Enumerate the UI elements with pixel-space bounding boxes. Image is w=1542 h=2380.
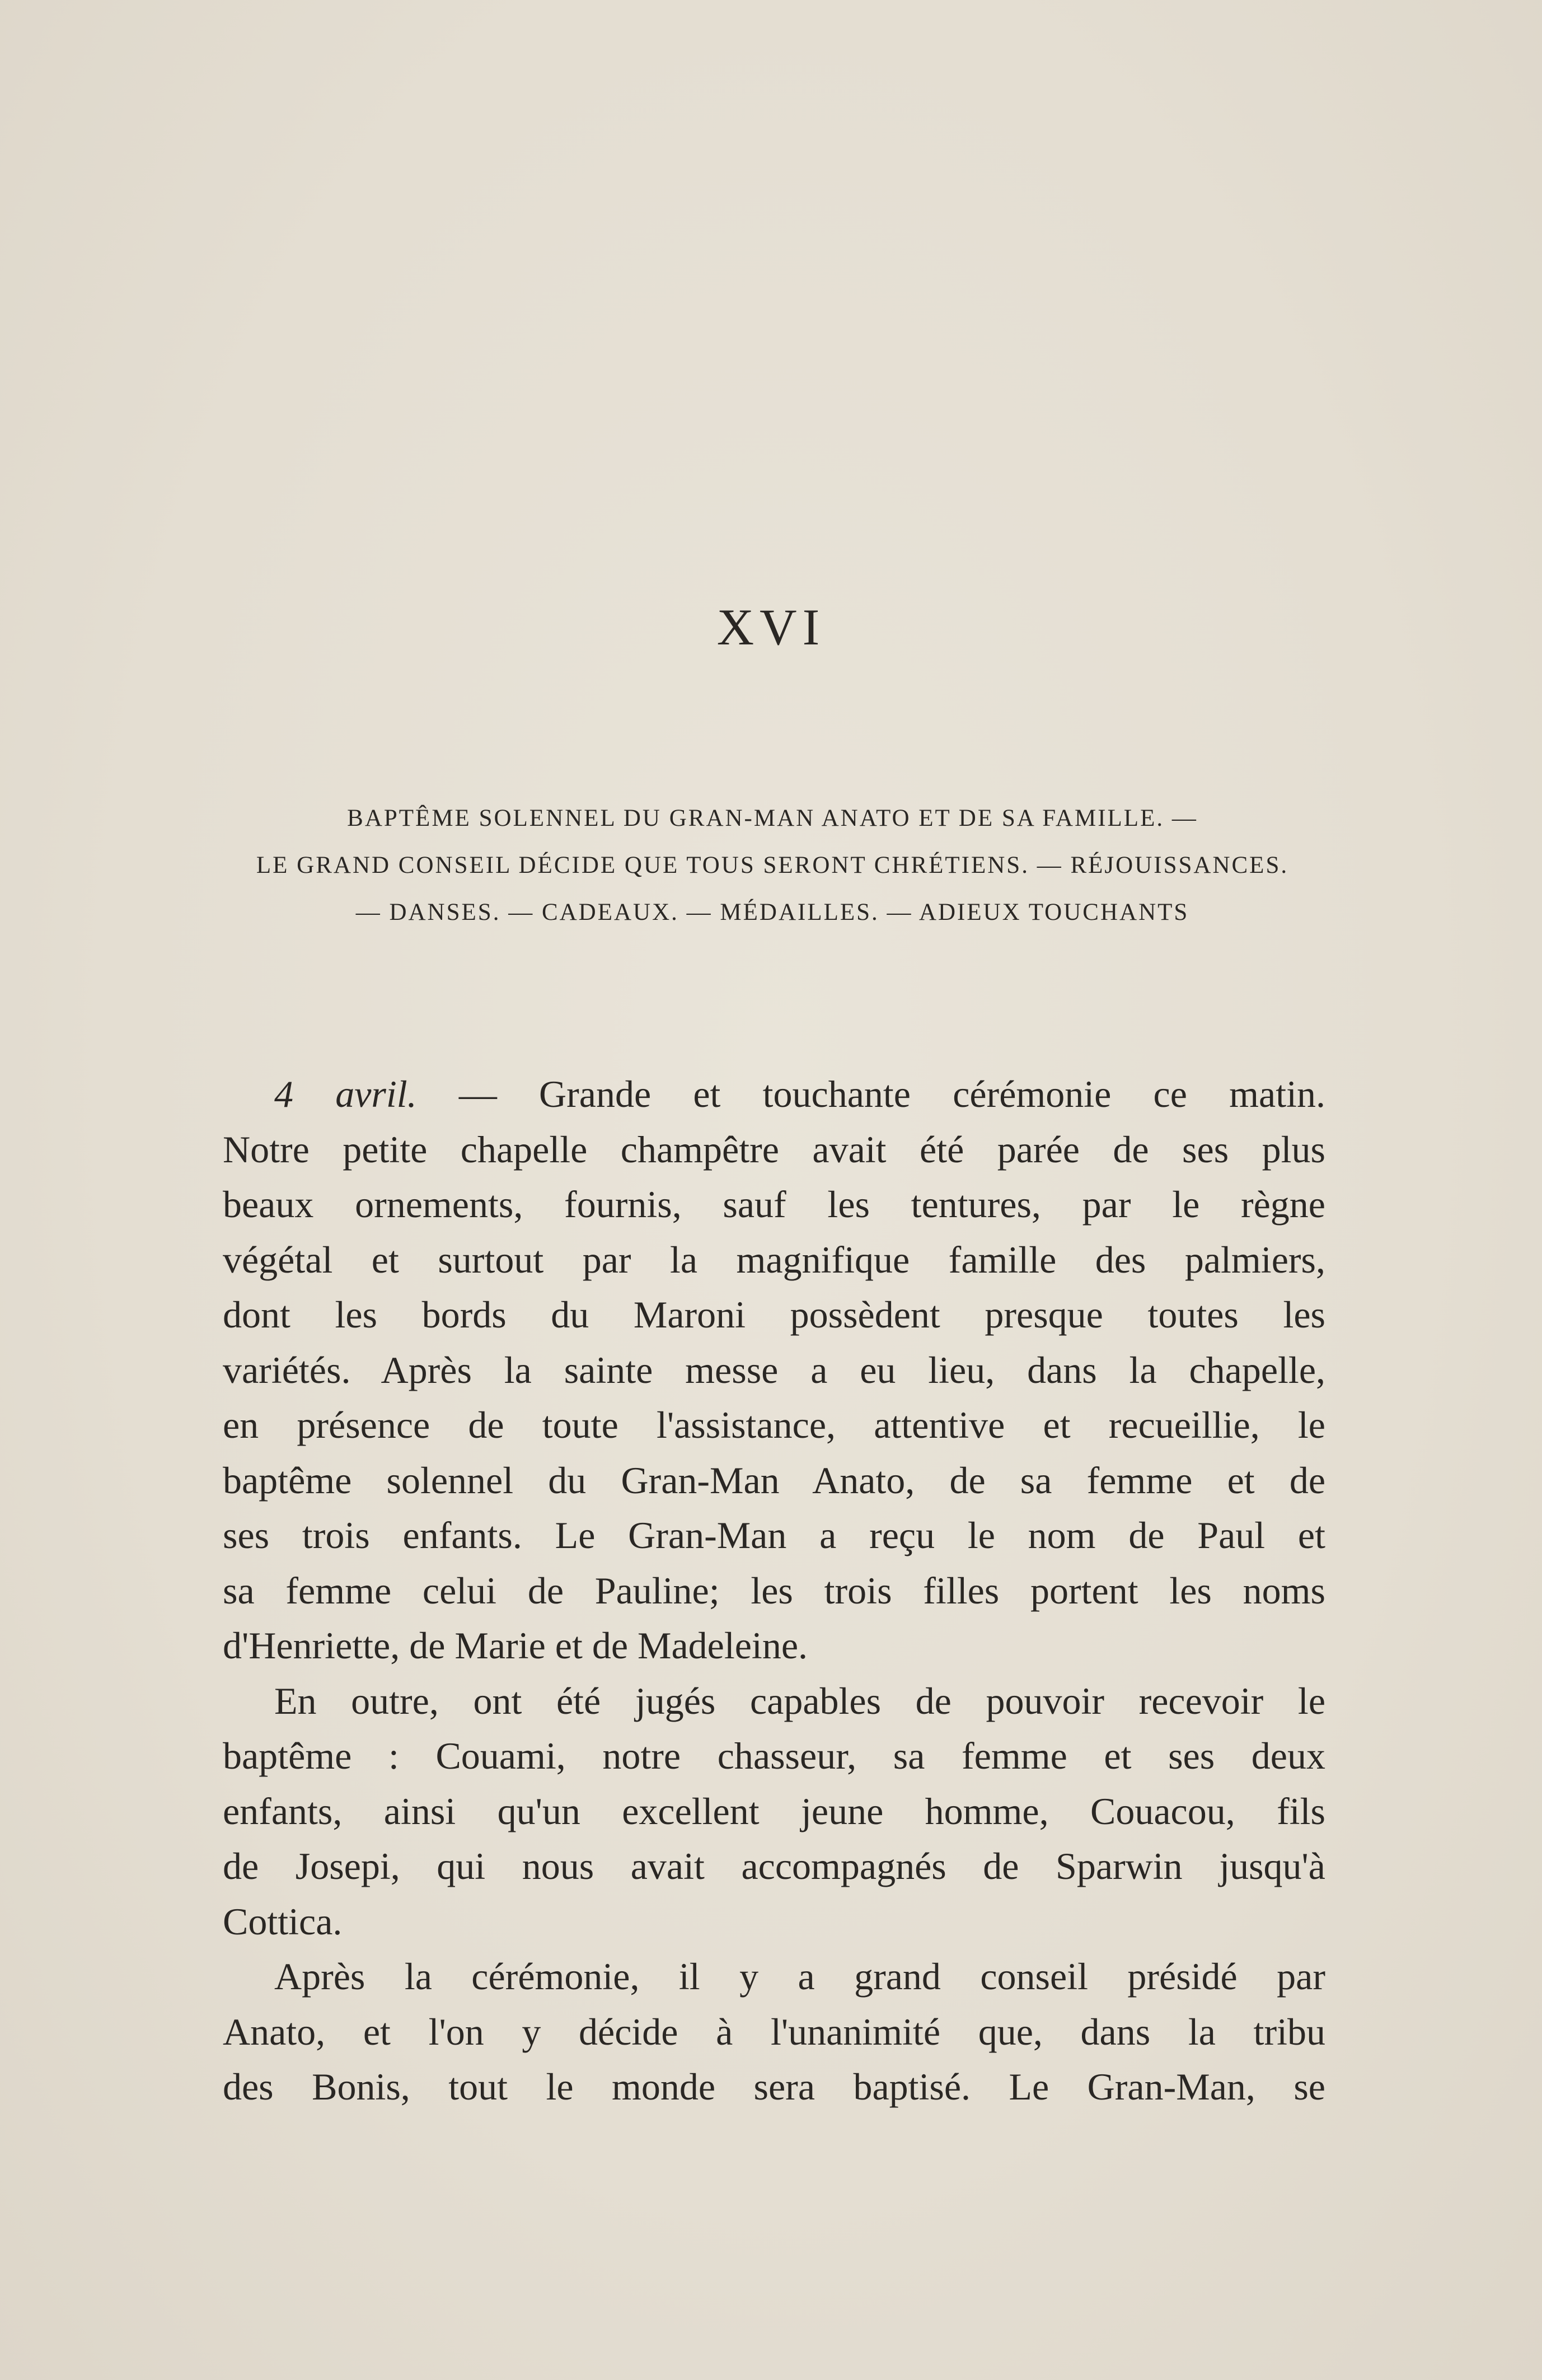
text-line: Cottica. xyxy=(223,1900,343,1943)
text-line: des Bonis, tout le monde sera baptisé. Le Gran-Man, se xyxy=(223,2065,1325,2108)
chapter-number: XVI xyxy=(716,598,826,656)
text-line: d'Henriette, de Marie et de Madeleine. xyxy=(223,1624,808,1667)
text-line: baptême : Couami, notre chasseur, sa femme et ses deux xyxy=(223,1734,1325,1777)
text-line: végétal et surtout par la magnifique famille des palmiers, xyxy=(223,1238,1325,1281)
text-line: beaux ornements, fournis, sauf les tentures, par le règne xyxy=(223,1183,1325,1226)
text-line: En outre, ont été jugés capables de pouvoir recevoir le xyxy=(274,1679,1325,1722)
first-line xyxy=(223,1067,1325,1122)
text-line: dont les bords du Maroni possèdent presque toutes les xyxy=(223,1293,1325,1336)
text-line: baptême solennel du Gran-Man Anato, de sa femme et de xyxy=(223,1458,1325,1502)
text-line: en présence de toute l'assistance, attentive et recueillie, le xyxy=(223,1404,1325,1446)
text-line: sa femme celui de Pauline; les trois filles portent les noms xyxy=(223,1569,1325,1612)
body-text xyxy=(223,1067,1325,2115)
text-line: Notre petite chapelle champêtre avait été parée de ses plus xyxy=(223,1128,1325,1171)
summary-line: LE GRAND CONSEIL DÉCIDE QUE TOUS SERONT CHRÉTIENS. — RÉJOUISSANCES. xyxy=(256,852,1289,878)
summary-line: — DANSES. — CADEAUX. — MÉDAILLES. — ADIEUX TOUCHANTS xyxy=(355,899,1189,925)
entry-date: 4 avril. xyxy=(274,1073,417,1115)
text-line: Après la cérémonie, il y a grand conseil présidé par xyxy=(274,1955,1325,1998)
text-line: enfants, ainsi qu'un excellent jeune homme, Couacou, fils xyxy=(223,1789,1325,1832)
text-line: variétés. Après la sainte messe a eu lieu, dans la chapelle, xyxy=(223,1348,1325,1391)
summary-line: BAPTÊME SOLENNEL DU GRAN-MAN ANATO ET DE SA FAMILLE. — xyxy=(347,805,1198,831)
chapter-summary xyxy=(213,795,1332,936)
first-line-text: — Grande et touchante cérémonie ce matin. xyxy=(416,1073,1325,1115)
text-line: ses trois enfants. Le Gran-Man a reçu le nom de Paul et xyxy=(223,1514,1325,1556)
text-line: de Josepi, qui nous avait accompagnés de Sparwin jusqu'à xyxy=(223,1845,1325,1887)
text-line: Anato, et l'on y décide à l'unanimité que, dans la tribu xyxy=(223,2010,1325,2053)
